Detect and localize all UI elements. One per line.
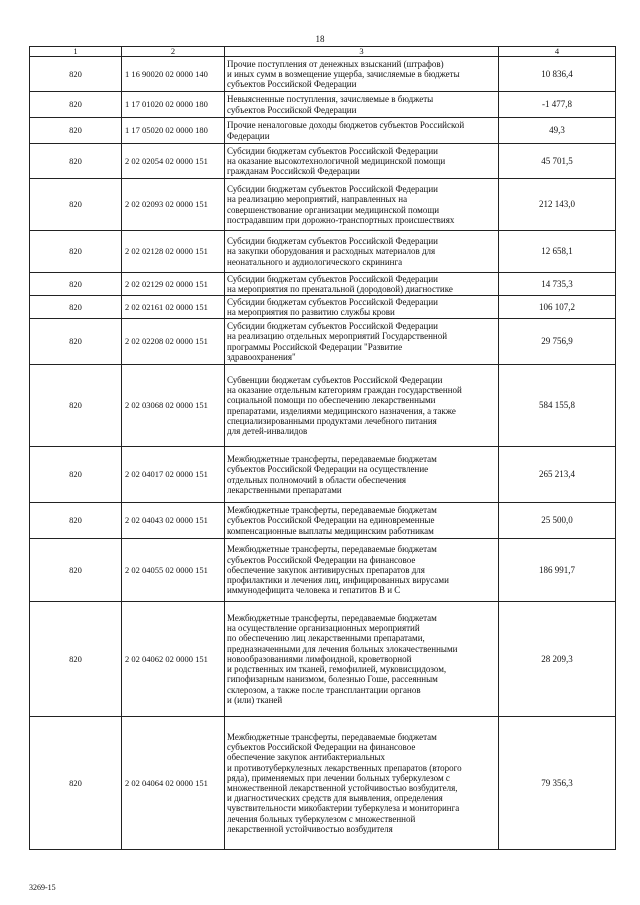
table-row [30,365,616,447]
revenue-name-line: совершенствование организации медицинской помощи [227,204,440,215]
revenue-name-cell [225,539,499,602]
revenue-name-line: программы Российской Федерации "Развитие [227,341,403,352]
revenue-name-cell [225,296,499,319]
revenue-name-line: препаратами, изделиями медицинского назначения, а также [227,405,456,416]
amount-cell: 265 213,4 [499,447,616,503]
table-row [30,503,616,539]
table-row [30,118,616,144]
budget-code-cell: 2 02 02128 02 0000 151 [122,231,225,273]
budget-code-cell: 1 16 90020 02 0000 140 [122,57,225,92]
table-row [30,602,616,717]
table-row [30,92,616,118]
revenue-name-line: Межбюджетные трансферты, передаваемые бюджетам [227,731,437,742]
amount-cell: 28 209,3 [499,602,616,717]
revenue-name-line: лекарственной устойчивостью возбудителя [227,823,393,834]
amount-cell: 106 107,2 [499,296,616,319]
revenue-name-cell [225,57,499,92]
revenue-name-cell [225,717,499,850]
revenue-name-line: неонатального и аудиологического скрининга [227,256,403,267]
revenue-name-cell [225,273,499,296]
revenue-name-cell [225,231,499,273]
table-row [30,57,616,92]
revenue-name-line: по обеспечению лиц лекарственными препаратами, [227,633,425,644]
revenue-name-line: отдельных полномочий в области обеспечения [227,474,407,485]
revenue-name-cell [225,602,499,717]
revenue-name-line: лечения больных туберкулезом с множественной [227,813,416,824]
revenue-name-line: Федерации [227,130,270,141]
admin-code-cell: 820 [30,231,122,273]
admin-code-cell: 820 [30,179,122,231]
admin-code-cell: 820 [30,319,122,365]
budget-code-cell: 1 17 01020 02 0000 180 [122,92,225,118]
revenue-name-line: профилактики и лечения лиц, инфицированных вирусами [227,575,449,586]
revenue-name-line: социальной помощи по обеспечению лекарственными [227,395,436,406]
revenue-name-cell [225,503,499,539]
revenue-name-line: лекарственными препаратами [227,484,342,495]
revenue-name-line: компенсационные выплаты медицинским работникам [227,525,434,536]
budget-code-cell: 2 02 02161 02 0000 151 [122,296,225,319]
revenue-name-line: специализированными продуктами лечебного питания [227,415,437,426]
amount-cell: 12 658,1 [499,231,616,273]
admin-code-cell: 820 [30,365,122,447]
page-number: 18 [315,34,325,44]
admin-code-cell: 820 [30,144,122,179]
revenue-name-line: субъектов Российской Федерации [227,79,357,90]
revenue-name-line: обеспечение закупок антивирусных препаратов для [227,564,425,575]
budget-code-cell: 2 02 04055 02 0000 151 [122,539,225,602]
revenue-name-line: на реализацию мероприятий, направленных на [227,194,408,205]
table-row [30,717,616,850]
revenue-name-line: гражданам Российской Федерации [227,166,360,177]
budget-code-cell: 2 02 02054 02 0000 151 [122,144,225,179]
revenue-name-line: пострадавшим при дорожно-транспортных происшествиях [227,214,455,225]
amount-cell: 49,3 [499,118,616,144]
table-row [30,319,616,365]
revenue-name-line: и иных сумм в возмещение ущерба, зачисляемые в бюджеты [227,68,460,79]
budget-code-cell: 2 02 02129 02 0000 151 [122,273,225,296]
amount-cell: 212 143,0 [499,179,616,231]
table-row [30,539,616,602]
revenue-name-line: субъектов Российской Федерации [227,104,357,115]
revenue-name-line: на реализацию отдельных мероприятий Государственной [227,331,448,342]
admin-code-cell: 820 [30,57,122,92]
revenue-name-line: субъектов Российской Федерации на единовременные [227,515,435,526]
admin-code-cell: 820 [30,717,122,850]
amount-cell: 45 701,5 [499,144,616,179]
budget-code-cell: 2 02 04064 02 0000 151 [122,717,225,850]
revenue-name-cell [225,92,499,118]
revenue-name-line: Субсидии бюджетам субъектов Российской Федерации [227,296,438,307]
revenue-name-line: на осуществление организационных мероприятий [227,623,420,634]
revenue-name-cell [225,319,499,365]
revenue-name-line: на мероприятия по развитию службы крови [227,307,395,317]
budget-code-cell: 2 02 04017 02 0000 151 [122,447,225,503]
revenue-name-line: и (или) тканей [227,694,283,705]
revenue-name-line: Субсидии бюджетам субъектов Российской Федерации [227,236,438,247]
revenue-name-line: Прочие поступления от денежных взысканий (штрафов) [227,58,444,69]
header-cell: 4 [499,47,616,57]
revenue-name-line: и родственных им тканей, гемофилией, муковисцидозом, [227,664,447,675]
admin-code-cell: 820 [30,92,122,118]
revenue-name-line: и диагностических средств для выявления, определения [227,793,443,804]
budget-code-cell: 2 02 02208 02 0000 151 [122,319,225,365]
revenue-name-line: на оказание отдельным категориям граждан государственной [227,385,462,396]
revenue-name-line: здравоохранения" [227,351,296,362]
revenue-name-line: Субсидии бюджетам субъектов Российской Федерации [227,145,438,156]
budget-table [29,46,616,850]
revenue-name-line: ряда), применяемых при лечении больных туберкулезом с [227,772,450,783]
amount-cell: 25 500,0 [499,503,616,539]
budget-code-cell: 1 17 05020 02 0000 180 [122,118,225,144]
amount-cell: -1 477,8 [499,92,616,118]
amount-cell: 186 991,7 [499,539,616,602]
revenue-name-line: на оказание высокотехнологичной медицинской помощи [227,155,446,166]
header-cell: 1 [30,47,122,57]
revenue-name-line: Прочие неналоговые доходы бюджетов субъектов Российской [227,120,465,131]
revenue-name-line: субъектов Российской Федерации на финансовое [227,554,416,565]
amount-cell: 584 155,8 [499,365,616,447]
revenue-name-line: Субсидии бюджетам субъектов Российской Федерации [227,273,438,284]
admin-code-cell: 820 [30,503,122,539]
revenue-name-line: множественной лекарственной устойчивостью возбудителя, [227,783,458,793]
revenue-name-line: субъектов Российской Федерации на осуществление [227,464,429,475]
table-row [30,273,616,296]
admin-code-cell: 820 [30,447,122,503]
header-cell: 2 [122,47,225,57]
revenue-name-line: субъектов Российской Федерации на финансовое [227,742,416,753]
revenue-name-line: Межбюджетные трансферты, передаваемые бюджетам [227,505,437,516]
revenue-name-line: Невыясненные поступления, зачисляемые в бюджеты [227,94,434,105]
revenue-name-cell [225,118,499,144]
revenue-name-line: обеспечение закупок антибактериальных [227,752,386,763]
revenue-name-line: Субсидии бюджетам субъектов Российской Федерации [227,184,438,195]
header-cell: 3 [225,47,499,57]
admin-code-cell: 820 [30,296,122,319]
revenue-name-cell [225,144,499,179]
revenue-name-line: Межбюджетные трансферты, передаваемые бюджетам [227,544,437,555]
revenue-name-line: иммунодефицита человека и гепатитов В и С [227,585,401,596]
revenue-name-cell [225,447,499,503]
table-row [30,296,616,319]
revenue-name-line: Межбюджетные трансферты, передаваемые бюджетам [227,454,437,465]
revenue-name-line: новообразованиями лимфоидной, кроветворной [227,653,412,664]
revenue-name-line: для детей-инвалидов [227,425,308,436]
amount-cell: 10 836,4 [499,57,616,92]
revenue-name-line: и противотуберкулезных лекарственных препаратов (второго [227,762,462,773]
revenue-name-line: на мероприятия по пренатальной (дородовой) диагностике [227,284,453,294]
table-row [30,179,616,231]
document-code: 3269-15 [29,883,56,892]
budget-code-cell: 2 02 03068 02 0000 151 [122,365,225,447]
revenue-name-line: гипофизарным нанизмом, болезнью Гоше, рассеянным [227,674,438,685]
table-header-row [30,47,616,57]
admin-code-cell: 820 [30,602,122,717]
admin-code-cell: 820 [30,273,122,296]
table-row [30,231,616,273]
amount-cell: 29 756,9 [499,319,616,365]
revenue-name-line: Субвенции бюджетам субъектов Российской Федерации [227,374,443,385]
revenue-name-line: Межбюджетные трансферты, передаваемые бюджетам [227,613,437,624]
budget-code-cell: 2 02 02093 02 0000 151 [122,179,225,231]
amount-cell: 79 356,3 [499,717,616,850]
admin-code-cell: 820 [30,539,122,602]
revenue-name-cell [225,365,499,447]
revenue-name-line: предназначенными для лечения больных злокачественными [227,643,458,654]
revenue-name-line: Субсидии бюджетам субъектов Российской Федерации [227,321,438,332]
revenue-name-line: склерозом, а также после трансплантации органов [227,684,421,695]
revenue-name-line: чувствительности микобактерии туберкулеза и мониторинга [227,803,460,814]
table-row [30,447,616,503]
budget-code-cell: 2 02 04062 02 0000 151 [122,602,225,717]
table-row [30,144,616,179]
amount-cell: 14 735,3 [499,273,616,296]
admin-code-cell: 820 [30,118,122,144]
revenue-name-line: на закупки оборудования и расходных материалов для [227,246,436,257]
revenue-name-cell [225,179,499,231]
budget-code-cell: 2 02 04043 02 0000 151 [122,503,225,539]
